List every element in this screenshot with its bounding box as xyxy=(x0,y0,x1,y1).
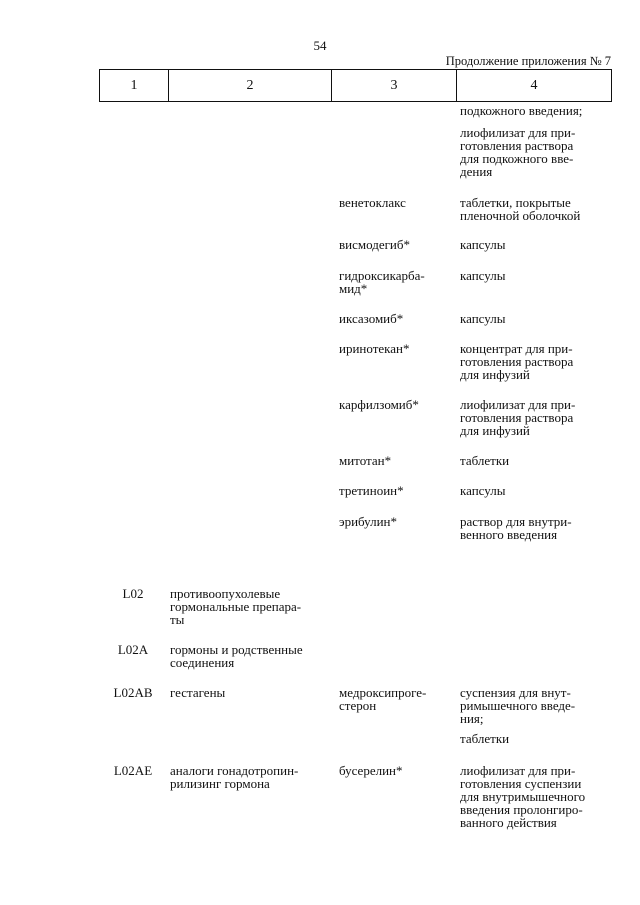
column-header-row xyxy=(100,70,612,102)
continuation-label: Продолжение приложения № 7 xyxy=(445,54,611,68)
dosage-form: раствор для внутри- венного введения xyxy=(460,514,572,542)
dosage-form: лиофилизат для при- готовления раствора для инфузий xyxy=(460,397,576,438)
dosage-form: таблетки xyxy=(460,453,510,468)
drug-name: иксазомиб* xyxy=(339,311,404,326)
page-number: 54 xyxy=(313,38,327,53)
atc-code: L02AE xyxy=(113,763,153,778)
drug-name: медроксипроге- стерон xyxy=(339,685,427,713)
atc-group: противоопухолевые гормональные препара- ты xyxy=(170,586,302,627)
dosage-form: лиофилизат для при- готовления суспензии для внутримышечного введения пролонгиро- ванного действия xyxy=(460,763,586,830)
atc-code: L02 xyxy=(122,586,144,601)
atc-code: L02A xyxy=(117,642,149,657)
drug-name: иринотекан* xyxy=(339,341,410,356)
drug-name: карфилзомиб* xyxy=(339,397,419,412)
atc-group: гормоны и родственные соединения xyxy=(170,642,303,670)
dosage-form: капсулы xyxy=(460,483,506,498)
atc-code: L02AB xyxy=(113,685,153,700)
column-header-table xyxy=(99,69,612,102)
drug-name: венетоклакс xyxy=(339,195,406,210)
drug-name: эрибулин* xyxy=(339,514,397,529)
drug-name: третиноин* xyxy=(339,483,404,498)
atc-group: гестагены xyxy=(170,685,226,700)
drug-name: митотан* xyxy=(339,453,392,468)
column-header-2: 2 xyxy=(169,70,332,102)
column-header-3: 3 xyxy=(332,70,457,102)
dosage-form: лиофилизат для при- готовления раствора для подкожного вве- дения xyxy=(460,125,576,179)
column-header-4: 4 xyxy=(457,70,612,102)
dosage-form: капсулы xyxy=(460,268,506,283)
dosage-form: капсулы xyxy=(460,311,506,326)
drug-name: висмодегиб* xyxy=(339,237,411,252)
drug-name: гидроксикарба- мид* xyxy=(339,268,425,296)
dosage-form: подкожного введения; xyxy=(460,103,583,118)
dosage-form: суспензия для внут- римышечного введе- ния; xyxy=(460,685,576,726)
drug-name: бусерелин* xyxy=(339,763,403,778)
dosage-form: концентрат для при- готовления раствора для инфузий xyxy=(460,341,574,382)
dosage-form: капсулы xyxy=(460,237,506,252)
dosage-form: таблетки xyxy=(460,731,510,746)
dosage-form: таблетки, покрытые пленочной оболочкой xyxy=(460,195,581,223)
column-header-1: 1 xyxy=(100,70,169,102)
atc-group: аналоги гонадотропин- рилизинг гормона xyxy=(170,763,299,791)
